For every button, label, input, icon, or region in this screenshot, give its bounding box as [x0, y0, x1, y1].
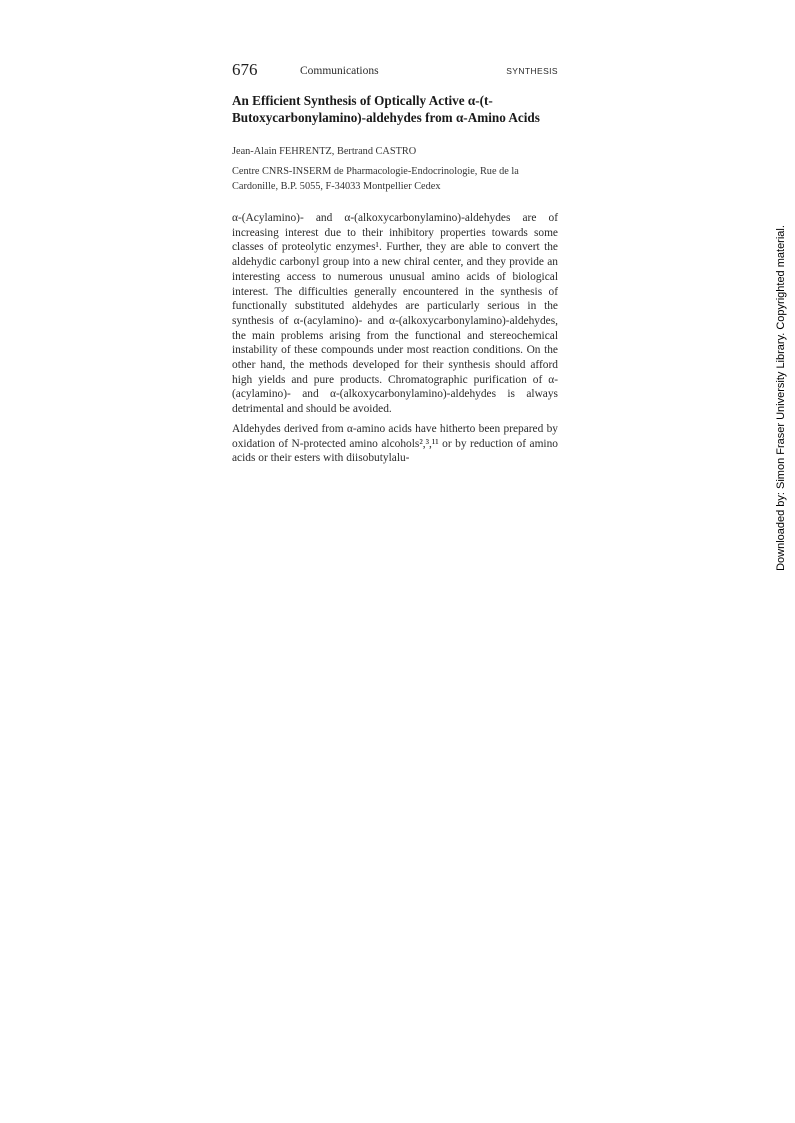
- section-name: Communications: [300, 65, 379, 77]
- body-paragraph: α-(Acylamino)- and α-(alkoxycarbonylamino)-aldehydes are of increasing interest due to their inhibitory properties towards some classes of proteolytic enzymes¹. Further, they are able to convert the aldehydic carbonyl group into a new chiral center, and they provide an interesting access to numerous unusual amino acids of biological interest. The difficulties generally encountered in the synthesis of functionally substituted aldehydes are particularly serious in the synthesis of α-(acylamino)- and α-(alkoxycarbonylamino)-aldehydes, the main problems arising from the functional and stereochemical instability of these compounds under most reaction conditions. On the other hand, the methods developed for their synthesis should afford high yields and pure products. Chromatographic purification of α-(acylamino)- and α-(alkoxycarbonylamino)-aldehydes is always detrimental and should be avoided.: [232, 212, 558, 416]
- article-authors: Jean-Alain FEHRENTZ, Bertrand CASTRO: [232, 146, 417, 157]
- article-body: [232, 211, 558, 466]
- body-paragraph: Aldehydes derived from α-amino acids have hitherto been prepared by oxidation of N-protected amino alcohols²,³,¹¹ or by reduction of amino acids or their esters with diisobutylalu-: [232, 422, 558, 465]
- article: [232, 92, 558, 471]
- article-title: An Efficient Synthesis of Optically Active α-(t-Butoxycarbonylamino)-aldehydes from α-Amino Acids: [232, 93, 540, 125]
- download-notice: Downloaded by: Simon Fraser University Library. Copyrighted material.: [775, 225, 787, 571]
- journal-name: SYNTHESIS: [506, 66, 558, 76]
- article-affiliation: Centre CNRS-INSERM de Pharmacologie-Endocrinologie, Rue de la Cardonille, B.P. 5055, F-34033 Montpellier Cedex: [232, 166, 519, 192]
- page-number: 676: [232, 60, 258, 79]
- page-header: [232, 60, 558, 84]
